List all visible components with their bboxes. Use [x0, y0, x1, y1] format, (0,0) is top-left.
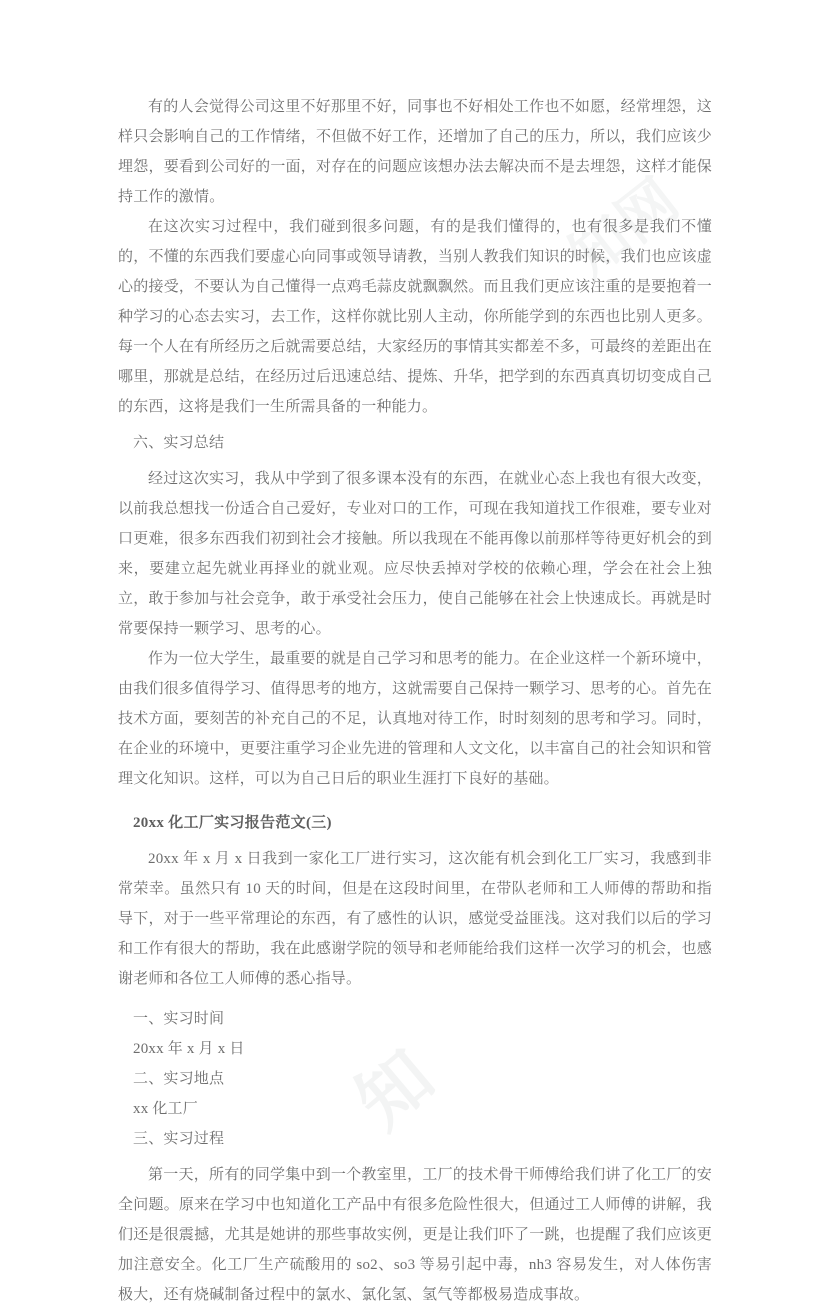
paragraph-self-learning: 作为一位大学生，最重要的就是自己学习和思考的能力。在企业这样一个新环境中，由我们很多值得学习、值得思考的地方，这就需要自己保持一颗学习、思考的心。首先在技术方面，要刻苦的补充自己的不足，认真地对待工作，时时刻刻的思考和学习。同时，在企业的环境中，更要注重学习企业先进的管理和人文文化，以丰富自己的社会知识和管理文化知识。这样，可以为自己日后的职业生涯打下良好的基础。 [118, 651, 712, 787]
listline-internship-place: xx 化工厂 [133, 1101, 198, 1117]
paragraph-first-day-safety: 第一天，所有的同学集中到一个教室里，工厂的技术骨干师傅给我们讲了化工厂的安全问题。原来在学习中也知道化工产品中有很多危险性很大，但通过工人师傅的讲解，我们还是很震撼，尤其是她讲的那些事故实例，更是让我们吓了一跳，也提醒了我们应该更加注意安全。化工厂生产硫酸用的 so2、so3 等易引起中毒，nh3 容易发生，对人体伤害极大，还有烧碱制备过程中的氯水、氯化氢、氢气等都极易造成事故。 [118, 1167, 712, 1303]
heading-report-sample-three: 20xx 化工厂实习报告范文(三) [133, 815, 332, 831]
paragraph-employment-view: 经过这次实习，我从中学到了很多课本没有的东西，在就业心态上我也有很大改变，以前我总想找一份适合自己爱好，专业对口的工作，可现在我知道找工作很难，要专业对口更难，很多东西我们初到社会才接触。所以我现在不能再像以前那样等待更好机会的到来，要建立起先就业再择业的就业观。应尽快丢掉对学校的依赖心理，学会在社会上独立，敢于参加与社会竞争，敢于承受社会压力，使自己能够在社会上快速成长。再就是时常要保持一颗学习、思考的心。 [118, 471, 712, 637]
listline-internship-date: 20xx 年 x 月 x 日 [133, 1041, 245, 1057]
center-watermark: 知网 [557, 165, 692, 292]
listline-section-two-location: 二、实习地点 [133, 1071, 225, 1087]
spacer [118, 994, 712, 1004]
bottom-watermark: 知 [342, 1034, 451, 1144]
document-content [118, 92, 712, 1310]
paragraph-internship-intro: 20xx 年 x 月 x 日我到一家化工厂进行实习，这次能有机会到化工厂实习，我感到非常荣幸。虽然只有 10 天的时间，但是在这段时间里，在带队老师和工人师傅的帮助和指导下，对于一些平常理论的东西，有了感性的认识，感觉受益匪浅。这对我们以后的学习和工作有很大的帮助，我在此感谢学院的领导和老师能给我们这样一次学习的机会，也感谢老师和各位工人师傅的悉心指导。 [118, 851, 712, 987]
listline-section-one-time: 一、实习时间 [133, 1011, 225, 1027]
paragraph-learning-attitude: 在这次实习过程中，我们碰到很多问题，有的是我们懂得的，也有很多是我们不懂的，不懂的东西我们要虚心向同事或领导请教，当别人教我们知识的时候，我们也应该虚心的接受，不要认为自己懂得一点鸡毛蒜皮就飘飘然。而且我们更应该注重的是要抱着一种学习的心态去实习，去工作，这样你就比别人主动，你所能学到的东西也比别人更多。每一个人在有所经历之后就需要总结，大家经历的事情其实都差不多，可最终的差距出在哪里，那就是总结，在经历过后迅速总结、提炼、升华，把学到的东西真真切切变成自己的东西，这将是我们一生所需具备的一种能力。 [118, 219, 712, 415]
listline-section-six: 六、实习总结 [133, 435, 225, 451]
paragraph-complaints: 有的人会觉得公司这里不好那里不好，同事也不好相处工作也不如愿，经常埋怨，这样只会影响自己的工作情绪，不但做不好工作，还增加了自己的压力，所以，我们应该少埋怨，要看到公司好的一面，对存在的问题应该想办法去解决而不是去埋怨，这样才能保持工作的激情。 [118, 99, 712, 205]
listline-section-three-process: 三、实习过程 [133, 1131, 225, 1147]
